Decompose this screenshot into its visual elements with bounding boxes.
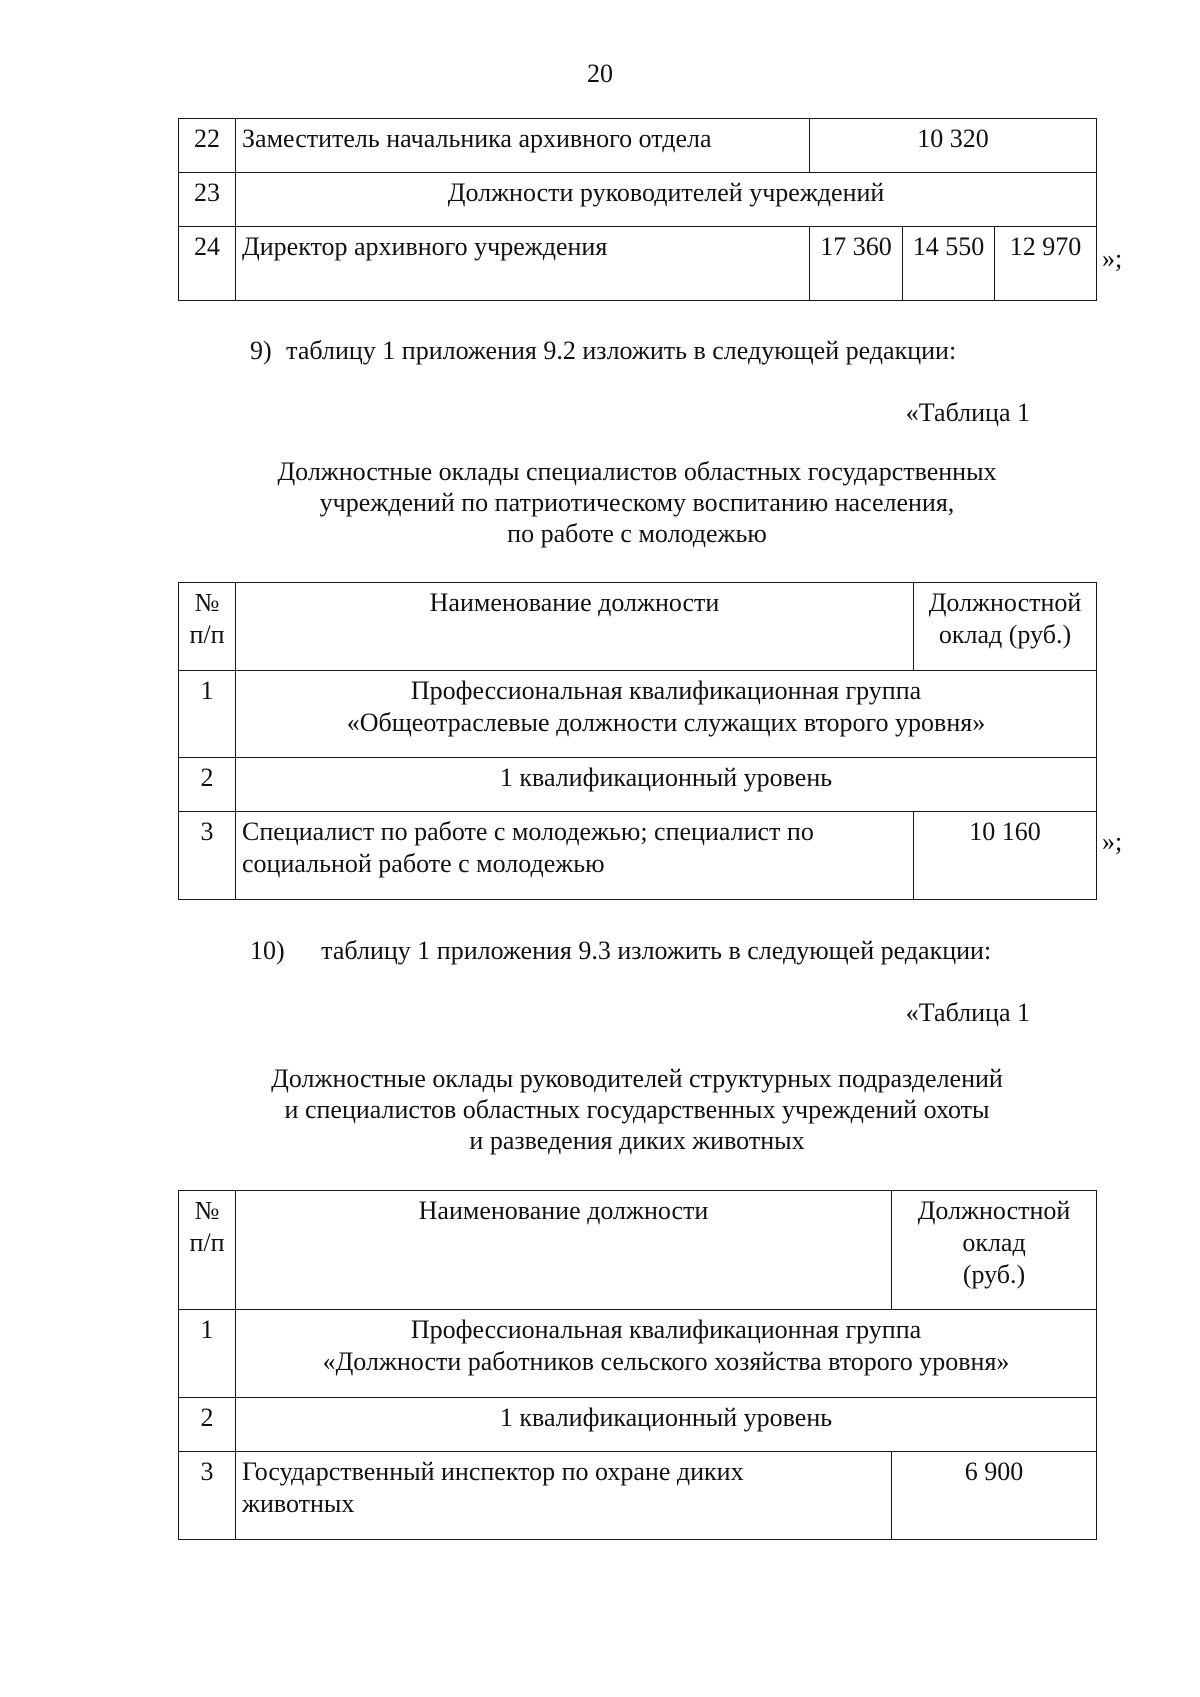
position-name: Государственный инспектор по охране диких животных <box>236 1452 892 1540</box>
position-name: Директор архивного учреждения <box>236 227 810 301</box>
row-number: 2 <box>179 758 236 812</box>
table-title <box>178 1063 1096 1157</box>
row-number: 24 <box>179 227 236 301</box>
qualification-level: 1 квалификационный уровень <box>236 758 1097 812</box>
table-row <box>179 1452 1097 1540</box>
salary-table-9-3 <box>178 1190 1097 1540</box>
row-number: 1 <box>179 671 236 758</box>
table-header-row <box>179 583 1097 671</box>
table-row <box>179 1310 1097 1398</box>
table-row <box>179 671 1097 758</box>
title-line: Должностные оклады специалистов областных государственных <box>277 457 997 486</box>
qualification-group: Профессиональная квалификационная группа «Общеотраслевые должности служащих второго уровня» <box>236 671 1097 758</box>
title-line: и специалистов областных государственных учреждений охоты <box>284 1095 990 1125</box>
item-label: 10) <box>250 936 285 965</box>
table-row <box>179 119 1097 173</box>
top-table <box>178 118 1097 301</box>
title-line: учреждений по патриотическому воспитанию населения, <box>319 488 955 518</box>
header-number: № п/п <box>179 1191 236 1310</box>
table-row <box>179 227 1097 301</box>
row-number: 1 <box>179 1310 236 1398</box>
header-position: Наименование должности <box>236 583 914 671</box>
table-row <box>179 758 1097 812</box>
row-number: 23 <box>179 173 236 227</box>
table-row <box>179 1398 1097 1452</box>
qualification-level: 1 квалификационный уровень <box>236 1398 1097 1452</box>
header-position: Наименование должности <box>236 1191 892 1310</box>
table-label: «Таблица 1 <box>905 398 1030 427</box>
header-salary: Должностной оклад (руб.) <box>892 1191 1097 1310</box>
title-line: Должностные оклады руководителей структурных подразделений <box>271 1064 1003 1093</box>
row-number: 2 <box>179 1398 236 1452</box>
item-9-paragraph <box>250 335 956 366</box>
section-heading: Должности руководителей учреждений <box>236 173 1097 227</box>
position-name: Заместитель начальника архивного отдела <box>236 119 810 173</box>
salary-value: 6 900 <box>892 1452 1097 1540</box>
salary-value: 10 160 <box>914 812 1097 900</box>
salary-value: 17 360 <box>810 227 903 301</box>
table-row <box>179 173 1097 227</box>
qualification-group: Профессиональная квалификационная группа «Должности работников сельского хозяйства второго уровня» <box>236 1310 1097 1398</box>
table-row <box>179 812 1097 900</box>
page-number: 20 <box>587 59 613 88</box>
table-title <box>178 456 1096 550</box>
item-label: 9) <box>250 336 272 365</box>
table-label: «Таблица 1 <box>905 998 1030 1027</box>
item-10-paragraph <box>250 935 991 966</box>
item-text: таблицу 1 приложения 9.3 изложить в следующей редакции: <box>321 936 992 965</box>
row-number: 22 <box>179 119 236 173</box>
title-line: и разведения диких животных <box>469 1126 805 1156</box>
header-number: № п/п <box>179 583 236 671</box>
salary-value: 12 970 <box>995 227 1097 301</box>
header-salary: Должностной оклад (руб.) <box>914 583 1097 671</box>
position-name: Специалист по работе с молодежью; специалист по социальной работе с молодежью <box>236 812 914 900</box>
item-text: таблицу 1 приложения 9.2 изложить в следующей редакции: <box>286 336 957 365</box>
salary-table-9-2 <box>178 582 1097 900</box>
row-number: 3 <box>179 1452 236 1540</box>
closing-quote: »; <box>1102 827 1123 856</box>
title-line: по работе с молодежью <box>507 519 767 549</box>
closing-quote: »; <box>1102 244 1123 273</box>
table-header-row <box>179 1191 1097 1310</box>
salary-value: 14 550 <box>903 227 995 301</box>
salary-value: 10 320 <box>810 119 1097 173</box>
row-number: 3 <box>179 812 236 900</box>
